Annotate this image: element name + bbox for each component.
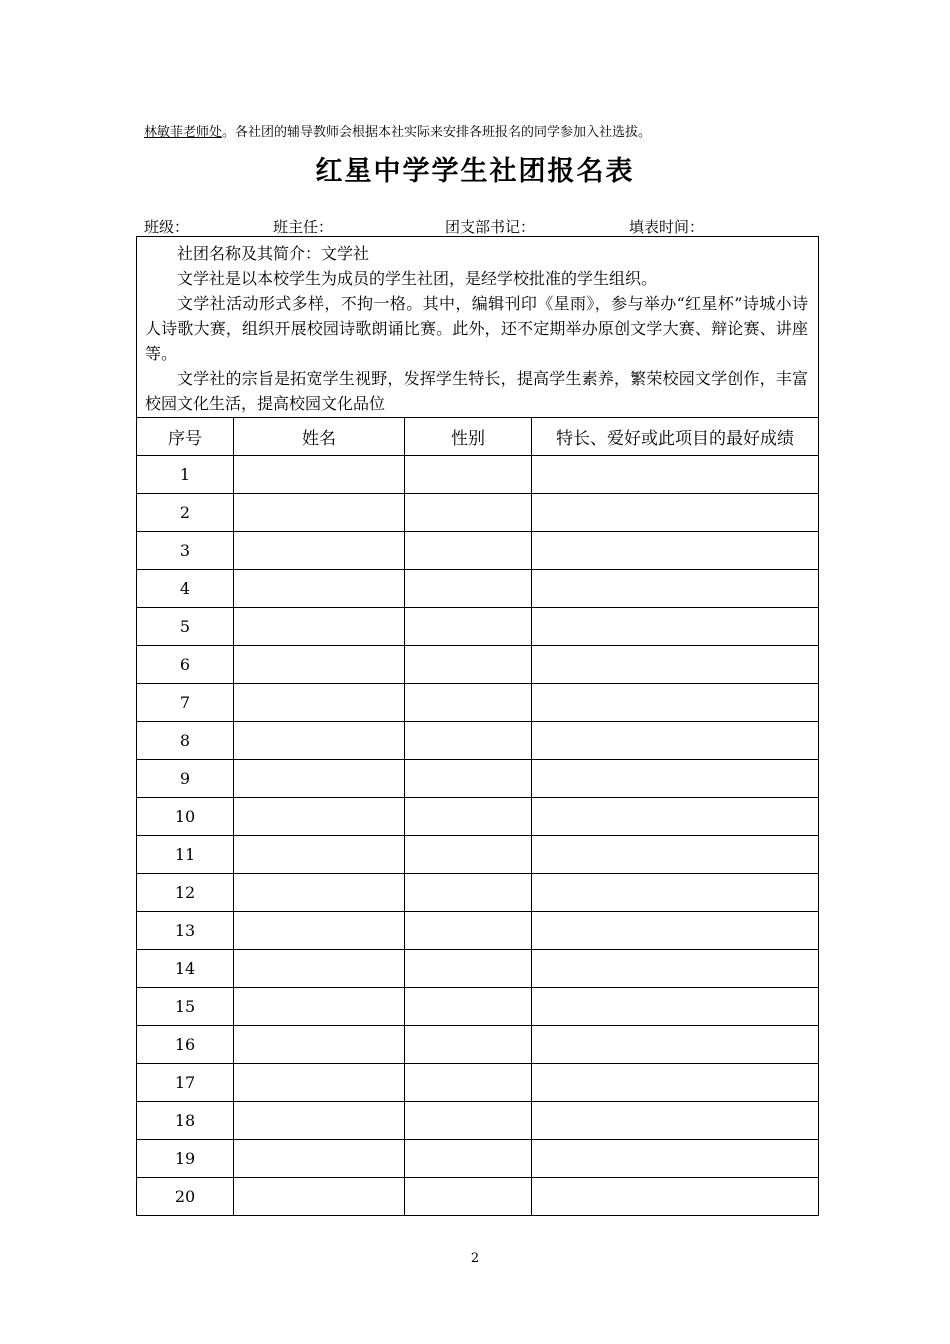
- name-cell[interactable]: [234, 798, 405, 836]
- specialty-cell[interactable]: [532, 684, 819, 722]
- specialty-cell[interactable]: [532, 950, 819, 988]
- table-row: [137, 1026, 819, 1064]
- top-note-text: 。各社团的辅导教师会根据本社实际来安排各班报名的同学参加入社选拔。: [222, 125, 652, 140]
- gender-cell[interactable]: [405, 1102, 532, 1140]
- specialty-cell[interactable]: [532, 722, 819, 760]
- row-number: 12: [137, 874, 234, 912]
- gender-cell[interactable]: [405, 874, 532, 912]
- specialty-cell[interactable]: [532, 874, 819, 912]
- name-cell[interactable]: [234, 684, 405, 722]
- specialty-cell[interactable]: [532, 1064, 819, 1102]
- header-name: 姓名: [234, 418, 405, 456]
- teacher-name-underlined: 林敏菲老师处: [144, 125, 223, 140]
- row-number: 7: [137, 684, 234, 722]
- specialty-cell[interactable]: [532, 646, 819, 684]
- gender-cell[interactable]: [405, 1140, 532, 1178]
- name-cell[interactable]: [234, 1140, 405, 1178]
- row-number: 2: [137, 494, 234, 532]
- table-row: [137, 1102, 819, 1140]
- club-intro: [137, 237, 819, 418]
- row-number: 18: [137, 1102, 234, 1140]
- name-cell[interactable]: [234, 570, 405, 608]
- row-number: 13: [137, 912, 234, 950]
- name-cell[interactable]: [234, 1064, 405, 1102]
- header-specialty: 特长、爱好或此项目的最好成绩: [532, 418, 819, 456]
- name-cell[interactable]: [234, 494, 405, 532]
- name-cell[interactable]: [234, 646, 405, 684]
- specialty-cell[interactable]: [532, 988, 819, 1026]
- specialty-cell[interactable]: [532, 1140, 819, 1178]
- gender-cell[interactable]: [405, 532, 532, 570]
- name-cell[interactable]: [234, 1026, 405, 1064]
- form-header-fields: [144, 216, 804, 237]
- class-field[interactable]: [189, 220, 273, 237]
- specialty-cell[interactable]: [532, 608, 819, 646]
- row-number: 14: [137, 950, 234, 988]
- table-row: [137, 494, 819, 532]
- table-header-row: [137, 418, 819, 456]
- row-number: 4: [137, 570, 234, 608]
- registration-table: [136, 236, 819, 1216]
- date-field[interactable]: [704, 220, 772, 237]
- specialty-cell[interactable]: [532, 532, 819, 570]
- specialty-cell[interactable]: [532, 494, 819, 532]
- gender-cell[interactable]: [405, 760, 532, 798]
- gender-cell[interactable]: [405, 798, 532, 836]
- row-number: 17: [137, 1064, 234, 1102]
- table-row: [137, 608, 819, 646]
- gender-cell[interactable]: [405, 1064, 532, 1102]
- gender-cell[interactable]: [405, 988, 532, 1026]
- table-row: [137, 836, 819, 874]
- gender-cell[interactable]: [405, 950, 532, 988]
- table-row: [137, 874, 819, 912]
- table-row: [137, 988, 819, 1026]
- name-cell[interactable]: [234, 874, 405, 912]
- row-number: 10: [137, 798, 234, 836]
- specialty-cell[interactable]: [532, 760, 819, 798]
- secretary-field[interactable]: [535, 220, 629, 237]
- table-row: [137, 950, 819, 988]
- gender-cell[interactable]: [405, 570, 532, 608]
- name-cell[interactable]: [234, 988, 405, 1026]
- specialty-cell[interactable]: [532, 1102, 819, 1140]
- table-row: [137, 722, 819, 760]
- row-number: 8: [137, 722, 234, 760]
- header-gender: 性别: [405, 418, 532, 456]
- table-row: [137, 684, 819, 722]
- intro-paragraph-2: 文学社活动形式多样，不拘一格。其中，编辑刊印《星雨》，参与举办“红星杯”诗城小诗人诗歌大赛，组织开展校园诗歌朗诵比赛。此外，还不定期举办原创文学大赛、辩论赛、讲座等。: [145, 294, 808, 363]
- name-cell[interactable]: [234, 836, 405, 874]
- table-row: [137, 570, 819, 608]
- specialty-cell[interactable]: [532, 912, 819, 950]
- row-number: 20: [137, 1178, 234, 1216]
- table-row: [137, 1140, 819, 1178]
- name-cell[interactable]: [234, 608, 405, 646]
- name-cell[interactable]: [234, 1102, 405, 1140]
- intro-heading: 社团名称及其简介：文学社: [177, 244, 370, 263]
- row-number: 3: [137, 532, 234, 570]
- specialty-cell[interactable]: [532, 1026, 819, 1064]
- specialty-cell[interactable]: [532, 456, 819, 494]
- table-body: [137, 456, 819, 1216]
- name-cell[interactable]: [234, 1178, 405, 1216]
- gender-cell[interactable]: [405, 608, 532, 646]
- gender-cell[interactable]: [405, 722, 532, 760]
- page-title: 红星中学学生社团报名表: [315, 156, 635, 187]
- row-number: 6: [137, 646, 234, 684]
- table-row: [137, 532, 819, 570]
- name-cell[interactable]: [234, 456, 405, 494]
- page-number: 2: [470, 1251, 480, 1266]
- top-note: [144, 121, 651, 140]
- table-row: [137, 456, 819, 494]
- gender-cell[interactable]: [405, 456, 532, 494]
- table-row: [137, 912, 819, 950]
- row-number: 11: [137, 836, 234, 874]
- gender-cell[interactable]: [405, 1026, 532, 1064]
- header-number: 序号: [137, 418, 234, 456]
- gender-cell[interactable]: [405, 912, 532, 950]
- row-number: 9: [137, 760, 234, 798]
- name-cell[interactable]: [234, 760, 405, 798]
- name-cell[interactable]: [234, 722, 405, 760]
- specialty-cell[interactable]: [532, 570, 819, 608]
- gender-cell[interactable]: [405, 684, 532, 722]
- date-label: 填表时间：: [629, 218, 705, 236]
- row-number: 1: [137, 456, 234, 494]
- table-row: [137, 1064, 819, 1102]
- table-row: [137, 760, 819, 798]
- table-row: [137, 646, 819, 684]
- head-teacher-field[interactable]: [333, 220, 445, 237]
- class-label: 班级：: [144, 218, 190, 236]
- name-cell[interactable]: [234, 912, 405, 950]
- row-number: 5: [137, 608, 234, 646]
- specialty-cell[interactable]: [532, 1178, 819, 1216]
- intro-paragraph-1: 文学社是以本校学生为成员的学生社团，是经学校批准的学生组织。: [177, 269, 658, 288]
- name-cell[interactable]: [234, 532, 405, 570]
- row-number: 16: [137, 1026, 234, 1064]
- intro-paragraph-3: 文学社的宗旨是拓宽学生视野，发挥学生特长，提高学生素养，繁荣校园文学创作，丰富校园文化生活，提高校园文化品位: [145, 369, 808, 413]
- gender-cell[interactable]: [405, 646, 532, 684]
- specialty-cell[interactable]: [532, 798, 819, 836]
- gender-cell[interactable]: [405, 494, 532, 532]
- gender-cell[interactable]: [405, 836, 532, 874]
- specialty-cell[interactable]: [532, 836, 819, 874]
- table-row: [137, 1178, 819, 1216]
- gender-cell[interactable]: [405, 1178, 532, 1216]
- row-number: 15: [137, 988, 234, 1026]
- secretary-label: 团支部书记：: [445, 218, 536, 236]
- row-number: 19: [137, 1140, 234, 1178]
- name-cell[interactable]: [234, 950, 405, 988]
- table-row: [137, 798, 819, 836]
- head-teacher-label: 班主任：: [273, 218, 334, 236]
